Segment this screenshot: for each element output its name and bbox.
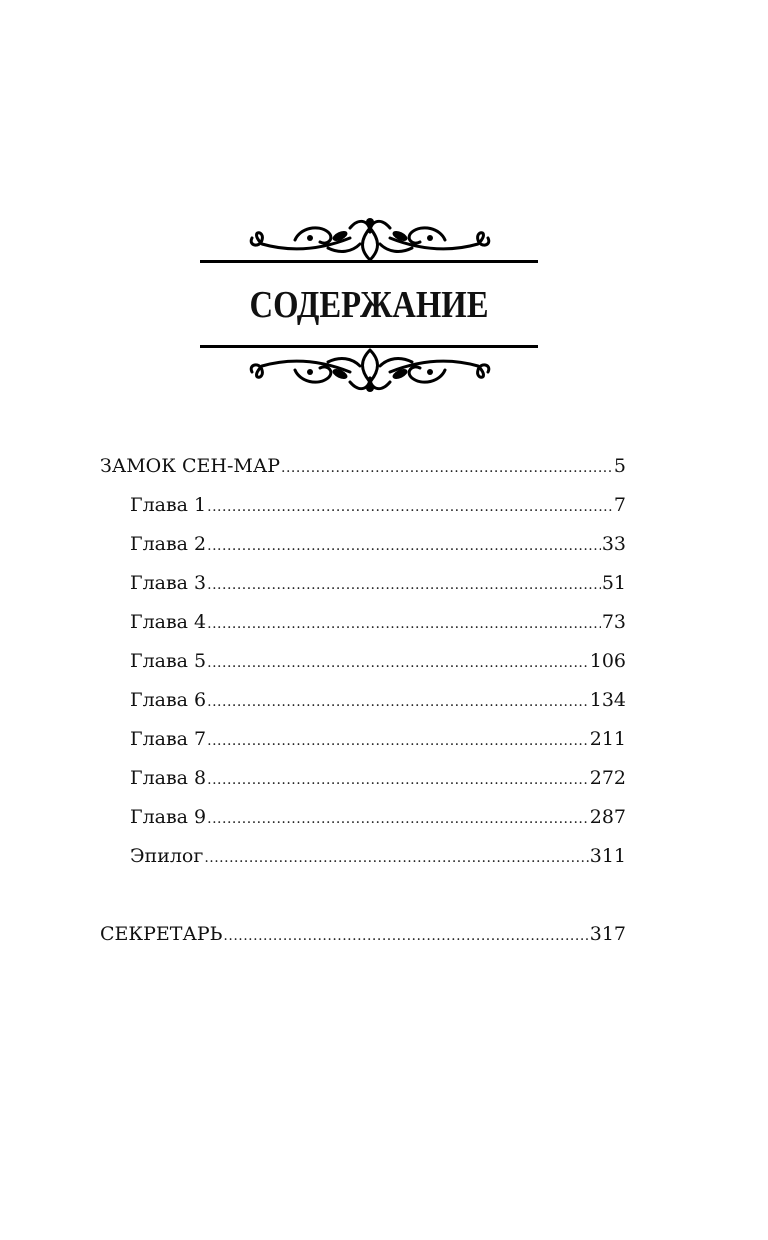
toc-page-number: 287 [589,806,626,828]
toc-chapter-entry[interactable] [100,685,626,724]
toc-chapter-entry[interactable] [100,841,626,880]
toc-chapter-entry[interactable] [100,802,626,841]
toc-part-label: ЗАМОК СЕН-МАР [100,455,281,477]
page-title: СОДЕРЖАНИЕ [249,284,489,326]
toc-chapter-label: Эпилог [130,845,204,867]
dot-leader [207,492,613,522]
toc-chapter-entry[interactable] [100,763,626,802]
toc-page-number: 211 [589,728,626,750]
dot-leader [207,648,589,678]
toc-page-number: 317 [589,923,626,945]
toc-chapter-label: Глава 4 [130,611,207,633]
dot-leader [207,531,601,561]
toc-part-entry[interactable] [100,919,626,958]
bottom-flourish-ornament-icon [200,340,540,400]
toc-page-number: 5 [613,455,626,477]
dot-leader [223,921,588,951]
toc-page-number: 51 [601,572,626,594]
toc-page-number: 73 [601,611,626,633]
toc-chapter-label: Глава 2 [130,533,207,555]
toc-chapter-label: Глава 5 [130,650,207,672]
toc-chapter-label: Глава 3 [130,572,207,594]
toc-chapter-label: Глава 8 [130,767,207,789]
dot-leader [207,609,601,639]
toc-page-number: 272 [589,767,626,789]
table-of-contents [100,451,626,958]
dot-leader [204,843,588,873]
toc-page-number: 7 [613,494,626,516]
toc-chapter-entry[interactable] [100,724,626,763]
toc-chapter-entry[interactable] [100,568,626,607]
toc-chapter-entry[interactable] [100,529,626,568]
dot-leader [207,765,589,795]
toc-page-number: 311 [589,845,626,867]
toc-part-label: СЕКРЕТАРЬ [100,923,223,945]
toc-chapter-label: Глава 9 [130,806,207,828]
dot-leader [207,726,589,756]
toc-chapter-entry[interactable] [100,646,626,685]
toc-page-number: 134 [589,689,626,711]
dot-leader [207,804,589,834]
toc-page-number: 106 [589,650,626,672]
toc-part-entry[interactable] [100,451,626,490]
dot-leader [281,453,613,483]
toc-chapter-label: Глава 7 [130,728,207,750]
toc-chapter-entry[interactable] [100,490,626,529]
dot-leader [207,687,589,717]
toc-chapter-entry[interactable] [100,607,626,646]
toc-page-number: 33 [601,533,626,555]
toc-chapter-label: Глава 6 [130,689,207,711]
top-divider-rule [200,260,538,263]
toc-chapter-label: Глава 1 [130,494,207,516]
dot-leader [207,570,601,600]
